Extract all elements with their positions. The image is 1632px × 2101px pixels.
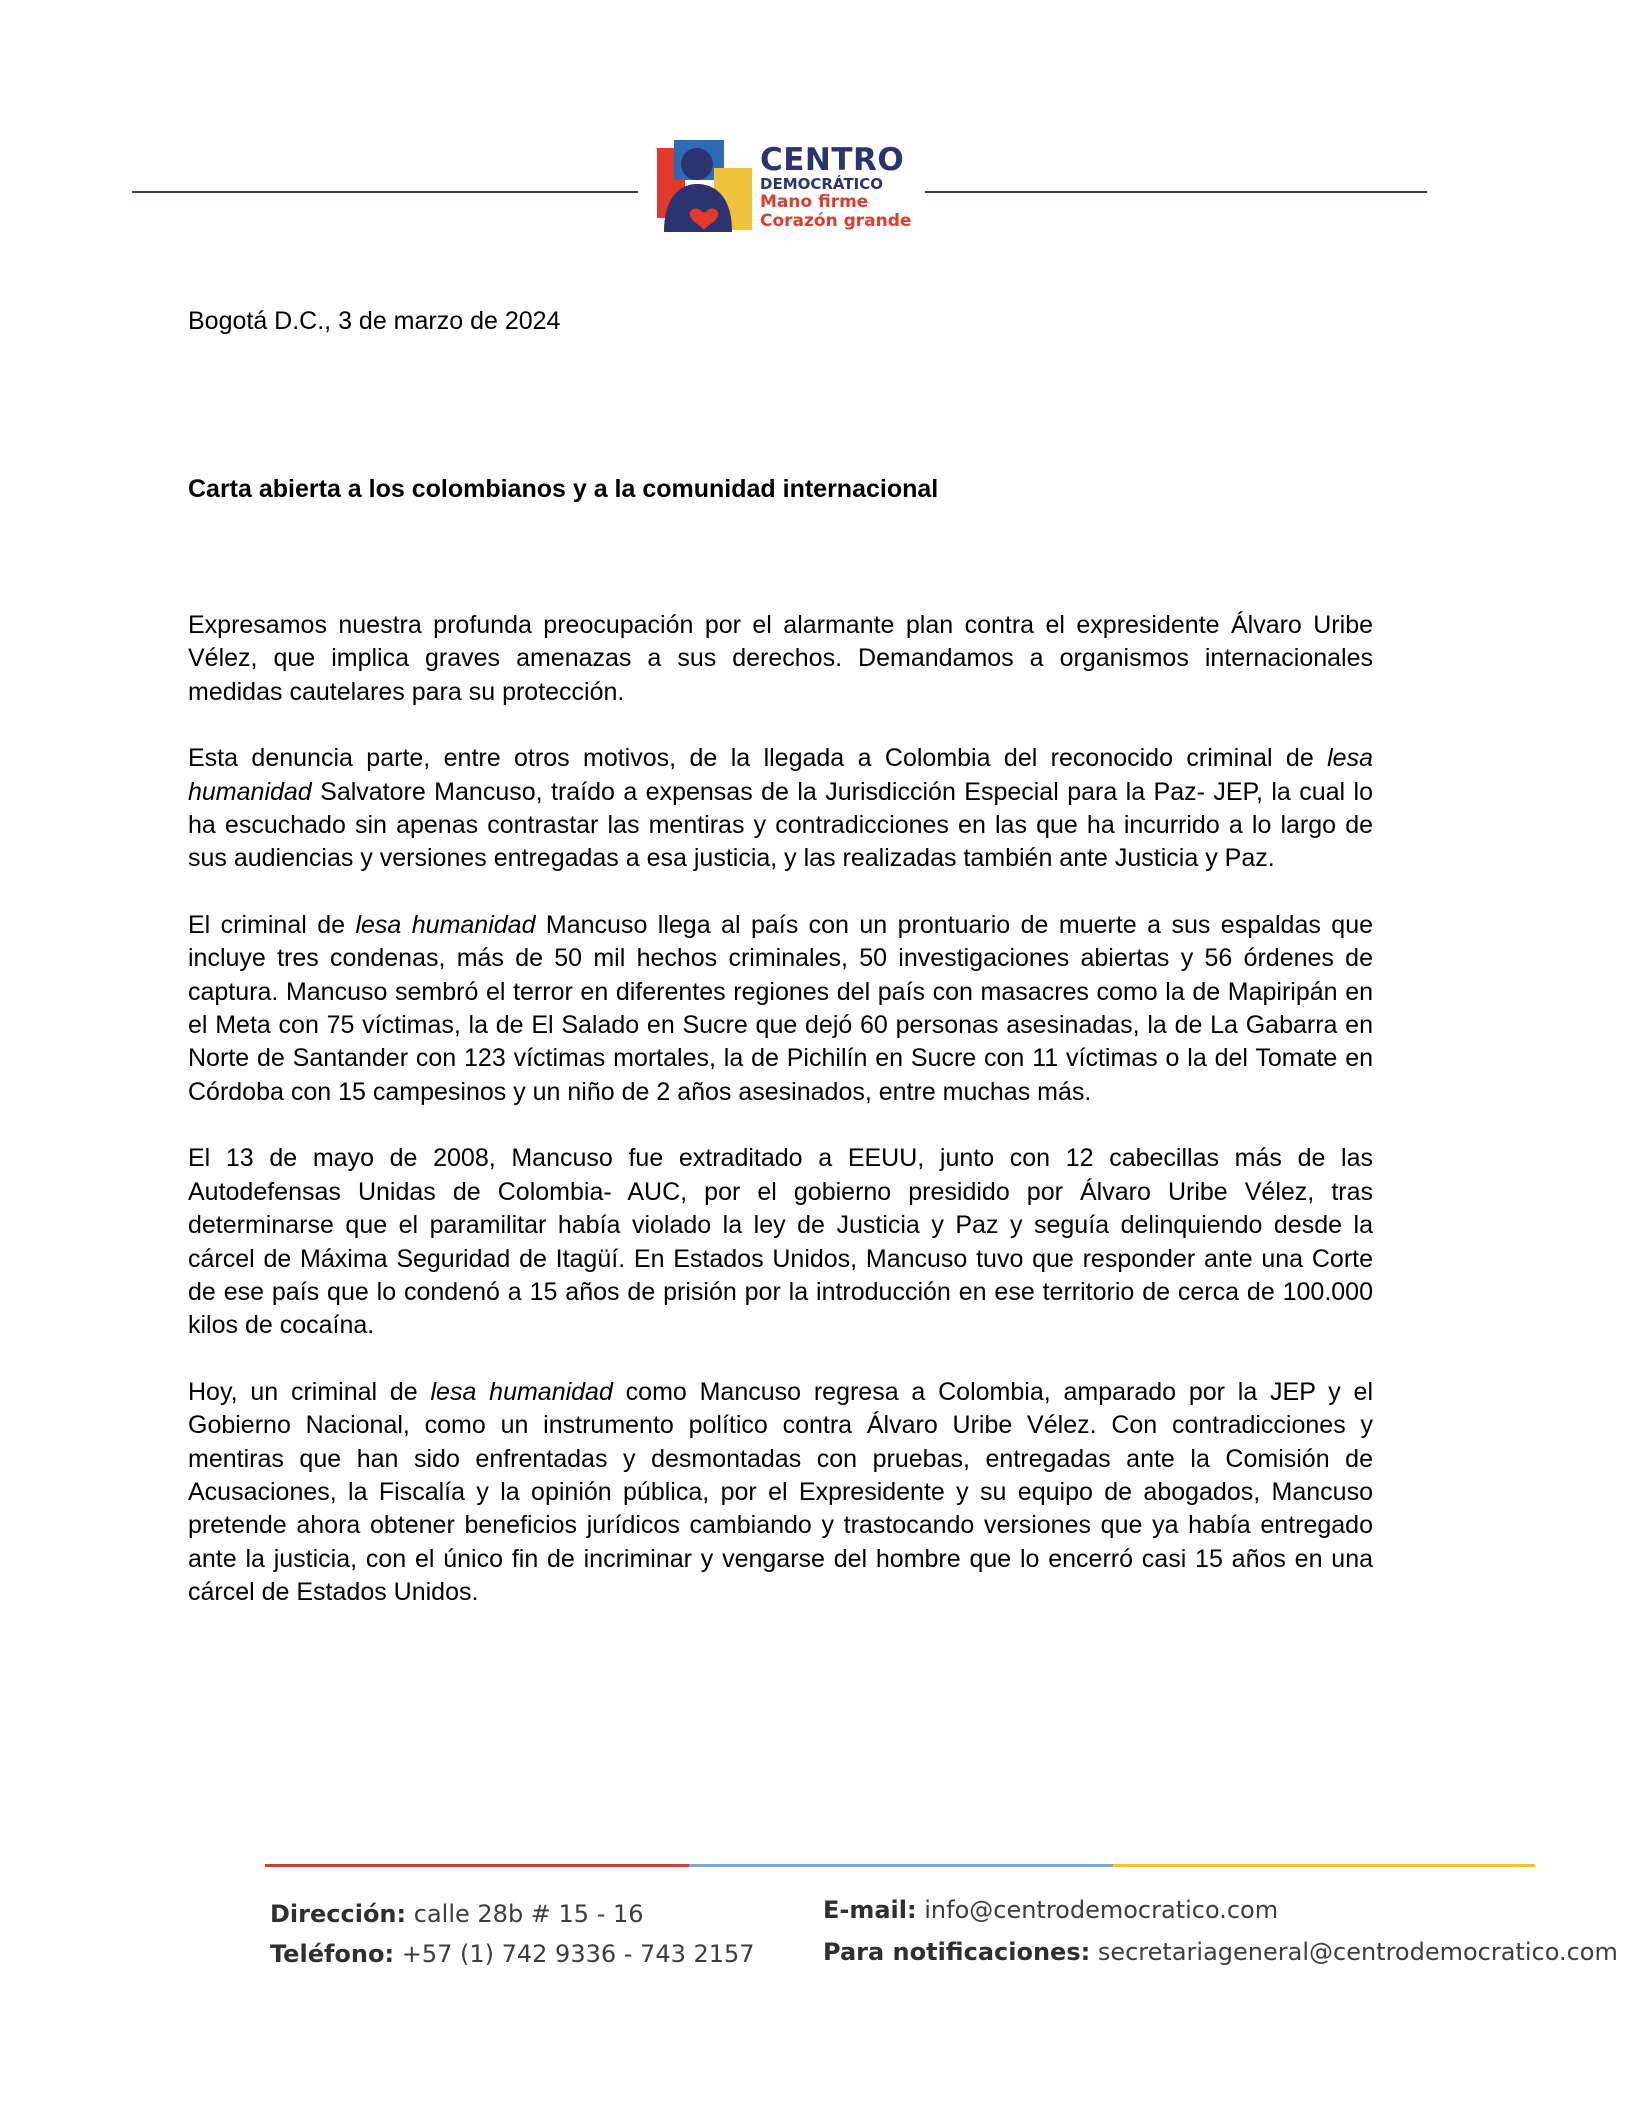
paragraph-4 <box>188 1142 1373 1342</box>
address-value: calle 28b # 15 - 16 <box>413 1900 644 1928</box>
paragraph-text: Mancuso llega al país con un prontuario de muerte a sus espaldas que incluye tres condenas, más de 50 mil hechos criminales, 50 investigaciones abiertas y 56 órdenes de captura. Mancuso sembró el terror en diferentes regiones del país con masacres como la de Mapiripán en el Meta con 75 víctimas, la de El Salado en Sucre que dejó 60 personas asesinadas, la de La Gabarra en Norte de Santander con 123 víctimas mortales, la de Pichilín en Sucre con 11 víctimas o la del Tomate en Córdoba con 15 campesinos y un niño de 2 años asesinados, entre muchas más. <box>188 910 1374 1106</box>
letter-body <box>188 609 1373 1643</box>
phone-label: Teléfono: <box>270 1940 395 1968</box>
logo-tagline-2: Corazón grande <box>760 211 912 231</box>
email-value[interactable]: info@centrodemocratico.com <box>924 1896 1279 1924</box>
address-label: Dirección: <box>270 1900 407 1928</box>
footer-phone <box>270 1940 755 1968</box>
italic-term: lesa humanidad <box>188 744 1373 806</box>
footer-email <box>823 1896 1278 1924</box>
italic-term: lesa humanidad <box>430 1377 613 1406</box>
paragraph-text: Expresamos nuestra profunda preocupación por el alarmante plan contra el expresidente Álvaro Uribe Vélez, que implica graves amenazas a sus derechos. Demandamos a organismos internacionales medidas cautelares para su protección. <box>188 611 1373 706</box>
footer-rule-blue <box>689 1864 1113 1867</box>
email-label: E-mail: <box>823 1896 917 1924</box>
paragraph-text: Salvatore Mancuso, traído a expensas de la Jurisdicción Especial para la Paz- JEP, la cual lo ha escuchado sin apenas contrastar las mentiras y contradicciones en las que ha incurrido a lo largo de sus audiencias y versiones entregadas a esa justicia, y las realizadas también ante Justicia y Paz. <box>188 777 1373 873</box>
paragraph-text: Hoy, un criminal de <box>188 1377 431 1406</box>
footer-address <box>270 1900 644 1928</box>
footer-rule-red <box>265 1864 689 1867</box>
letter-date: Bogotá D.C., 3 de marzo de 2024 <box>188 307 561 335</box>
header-rule-left <box>132 191 638 193</box>
notifications-label: Para notificaciones: <box>823 1938 1091 1966</box>
logo-subname: DEMOCRÁTICO <box>760 175 883 193</box>
footer-notifications <box>823 1938 1618 1966</box>
paragraph-text: El 13 de mayo de 2008, Mancuso fue extraditado a EEUU, junto con 12 cabecillas más de las Autodefensas Unidas de Colombia- AUC, por el gobierno presidido por Álvaro Uribe Vélez, tras determinarse que el paramilitar había violado la ley de Justicia y Paz y seguía delinquiendo desde la cárcel de Máxima Seguridad de Itagüí. En Estados Unidos, Mancuso tuvo que responder ante una Corte de ese país que lo condenó a 15 años de prisión por la introducción en ese territorio de cerca de 100.000 kilos de cocaína. <box>188 1144 1373 1340</box>
paragraph-text: Esta denuncia parte, entre otros motivos, de la llegada a Colombia del reconocido criminal de <box>188 744 1328 773</box>
letter-title: Carta abierta a los colombianos y a la comunidad internacional <box>188 475 939 503</box>
footer-rule-yellow <box>1113 1864 1535 1867</box>
paragraph-1 <box>188 609 1373 709</box>
paragraph-5 <box>188 1376 1373 1610</box>
phone-value: +57 (1) 742 9336 - 743 2157 <box>401 1940 755 1968</box>
logo-text <box>760 142 912 231</box>
paragraph-3 <box>188 909 1373 1109</box>
paragraph-text: El criminal de <box>188 910 356 939</box>
header-rule-right <box>925 191 1427 193</box>
italic-term: lesa humanidad <box>355 910 536 939</box>
paragraph-text: como Mancuso regresa a Colombia, amparado por la JEP y el Gobierno Nacional, como un instrumento político contra Álvaro Uribe Vélez. Con contradicciones y mentiras que han sido enfrentadas y desmontadas con pruebas, entregadas ante la Comisión de Acusaciones, la Fiscalía y la opinión pública, por el Expresidente y su equipo de abogados, Mancuso pretende ahora obtener beneficios jurídicos cambiando y trastocando versiones que ya había entregado ante la justicia, con el único fin de incriminar y vengarse del hombre que lo encerró casi 15 años en una cárcel de Estados Unidos. <box>188 1377 1374 1607</box>
logo-name: CENTRO <box>760 142 905 178</box>
logo-tagline-1: Mano firme <box>760 192 869 212</box>
paragraph-2 <box>188 742 1373 876</box>
notifications-value[interactable]: secretariageneral@centrodemocratico.com <box>1097 1938 1618 1966</box>
